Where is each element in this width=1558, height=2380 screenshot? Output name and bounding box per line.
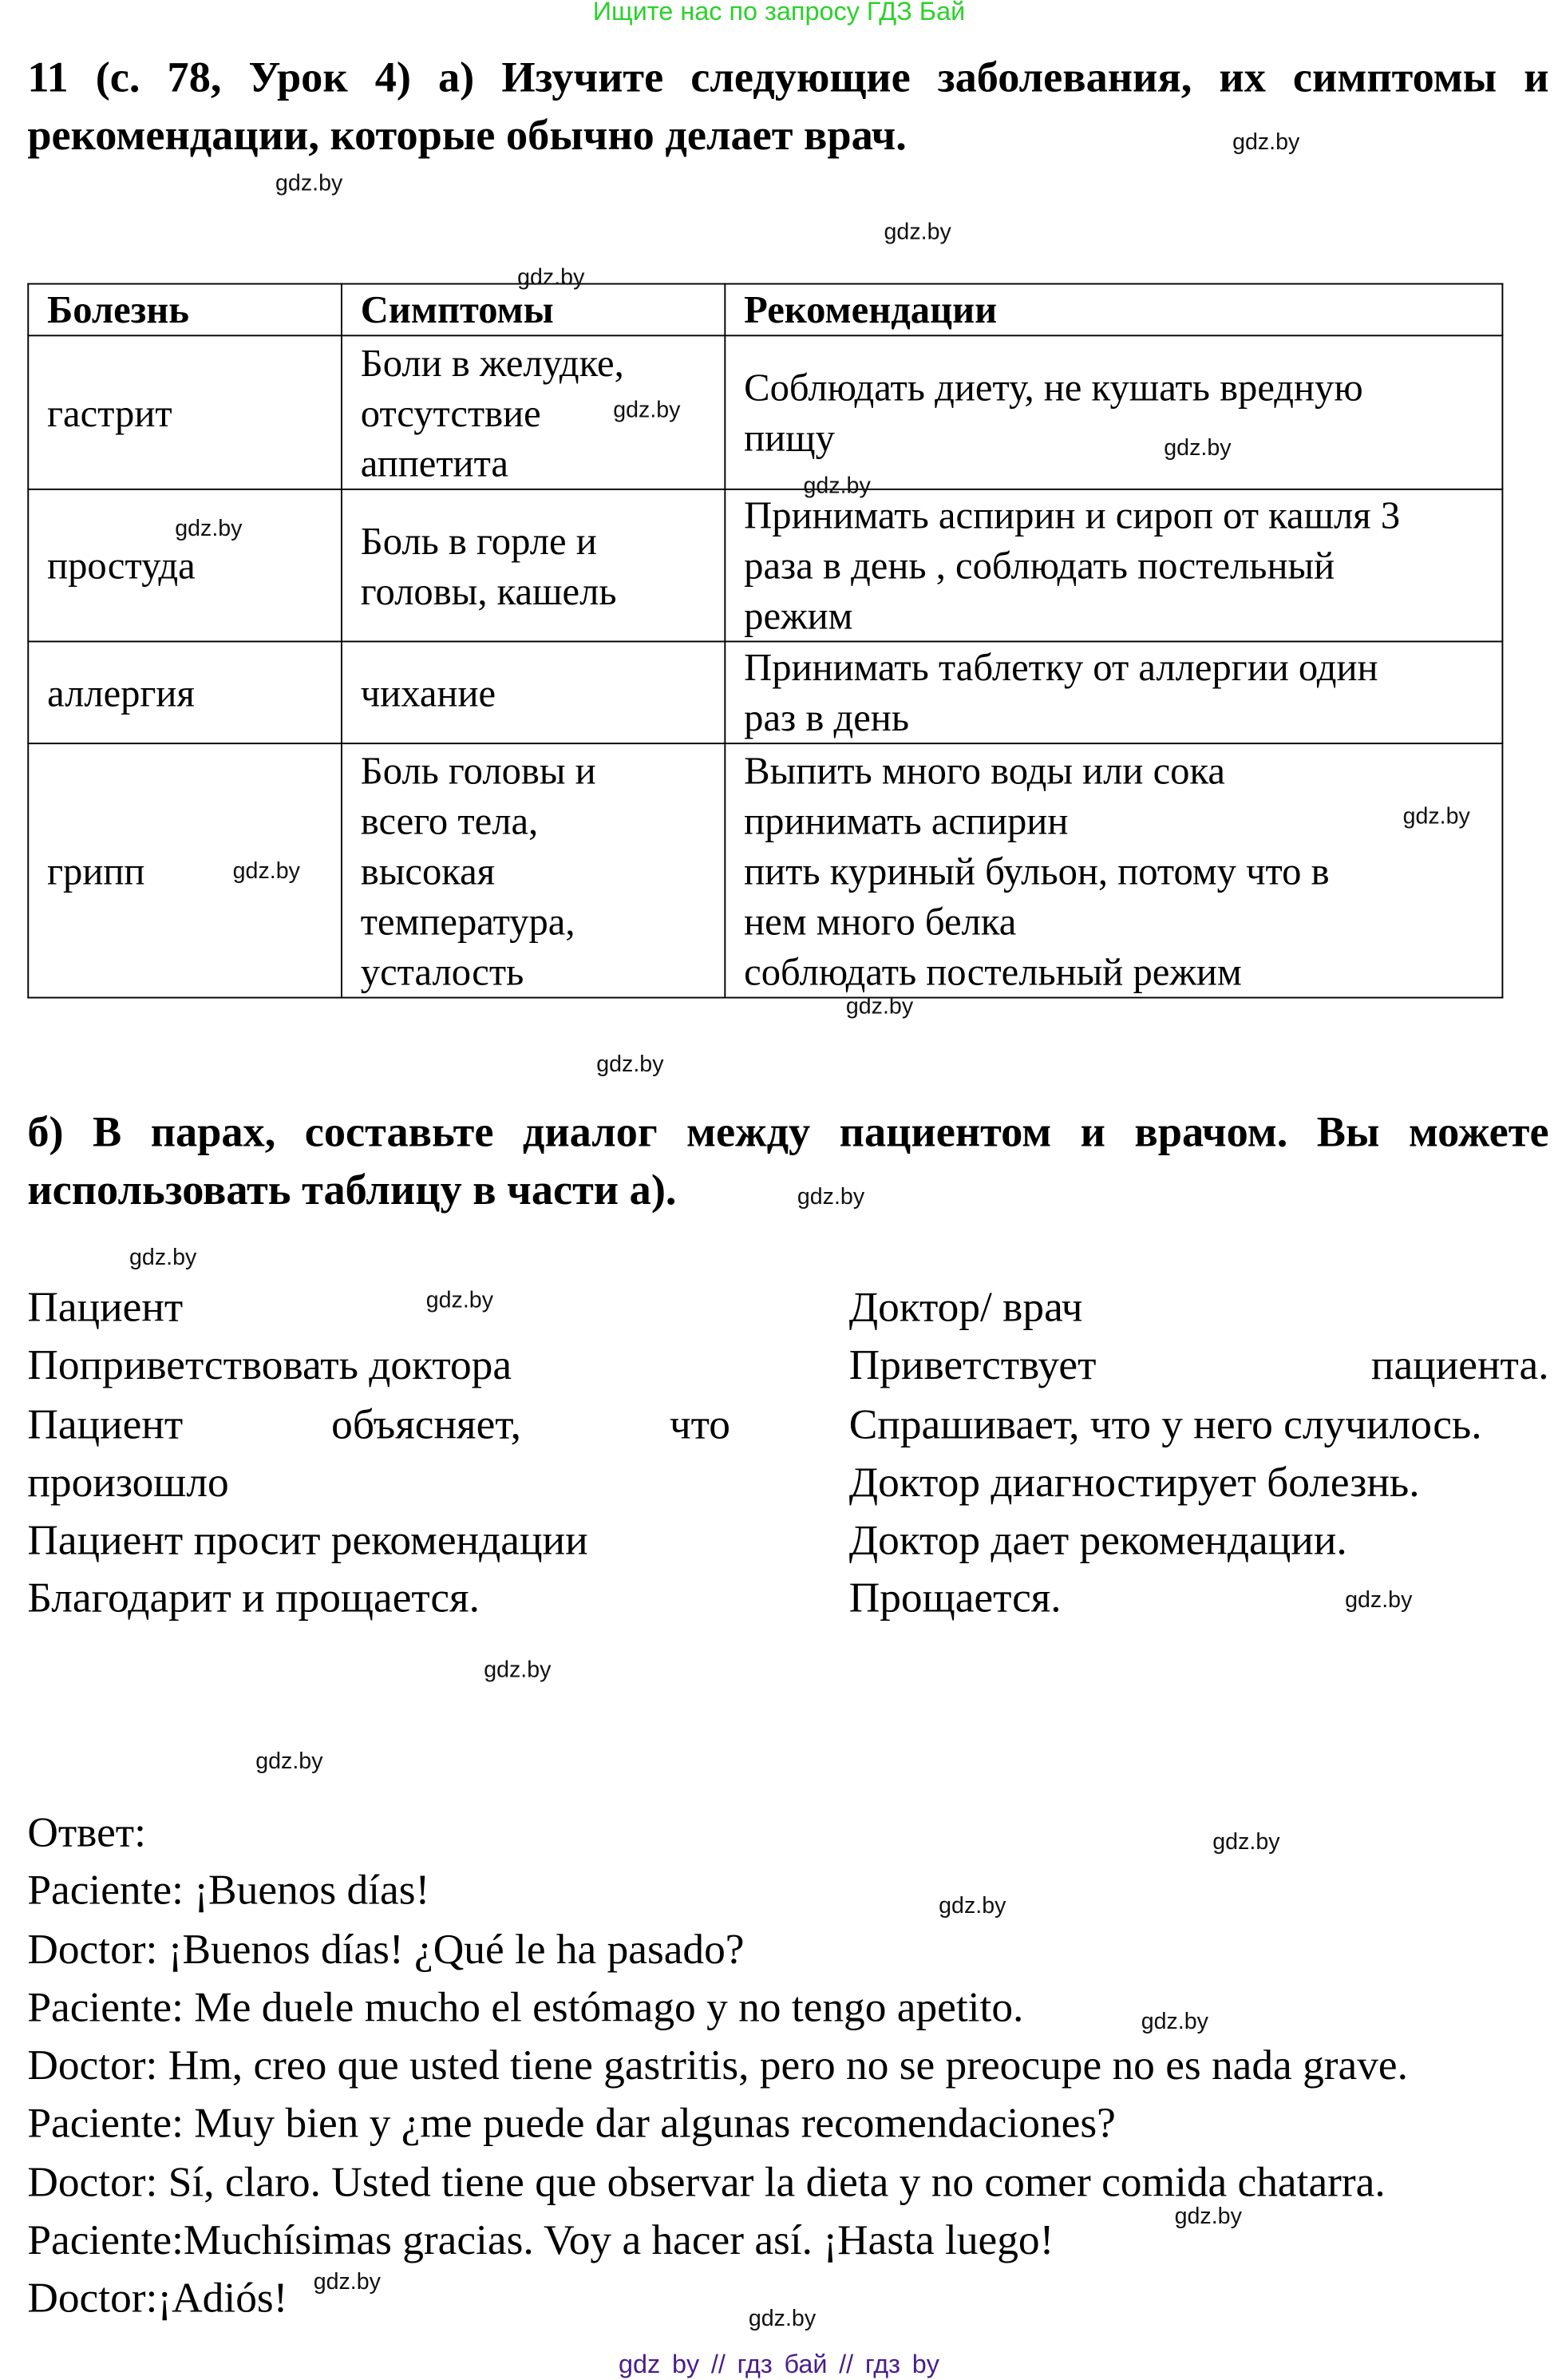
patient-line: произошло (27, 1459, 229, 1507)
answer-line: Doctor: Hm, creo que usted tiene gastritis, pero no se preocupe no es nada grave. (27, 2042, 1408, 2090)
answer-block (27, 1805, 1408, 2330)
task-b-heading: б) В парах, составьте диалог между пациентом и врачом. Вы можете использовать таблицу в части а). (27, 1109, 1549, 1215)
table-header-row (28, 284, 1502, 336)
symptoms-cell: Боль в горле и головы, кашель (342, 489, 725, 642)
answer-line: Doctor:¡Adiós! (27, 2275, 288, 2323)
doctor-line: Спрашивает, что у него случилось. (848, 1400, 1482, 1448)
watermark: gdz.by (613, 397, 681, 423)
watermark: gdz.by (884, 219, 951, 245)
table-row (28, 641, 1502, 743)
watermark: gdz.by (313, 2269, 381, 2295)
answer-line: Paciente: Me duele mucho el estómago y no tengo apetito. (27, 1984, 1024, 2032)
patient-line: Пациент просит рекомендации (27, 1517, 588, 1565)
recommendations-cell: Выпить много воды или сока принимать аспирин пить куриный бульон, потому что в нем много белка соблюдать постельный режим (725, 743, 1502, 997)
watermark: gdz.by (939, 1893, 1006, 1919)
disease-cell: простуда (28, 489, 342, 642)
symptoms-cell: Боли в желудке, отсутствие аппетита (342, 335, 725, 489)
header-disease: Болезнь (28, 284, 342, 336)
watermark: gdz.by (1232, 129, 1300, 156)
doctor-line: Доктор/ врач (848, 1284, 1083, 1332)
watermark: gdz.by (596, 1051, 664, 1078)
answer-line: Paciente:Muchísimas gracias. Voy a hacer así. ¡Hasta luego! (27, 2217, 1054, 2265)
symptoms-cell: Боль головы и всего тела, высокая температура, усталость (342, 743, 725, 997)
table-row (28, 489, 1502, 642)
answer-line: Paciente: ¡Buenos días! (27, 1867, 430, 1915)
footer-links[interactable]: gdz by // гдз бай // гдз by (619, 2350, 939, 2379)
patient-line: Поприветствовать доктора (27, 1342, 512, 1390)
task-a-heading: 11 (с. 78, Урок 4) а) Изучите следующие заболевания, их симптомы и рекомендации, которые обычно делает врач. (27, 54, 1549, 160)
search-banner[interactable]: Ищите нас по запросу ГДЗ Бай (592, 0, 966, 26)
watermark: gdz.by (1402, 803, 1470, 830)
watermark: gdz.by (517, 264, 585, 291)
watermark: gdz.by (1212, 1829, 1280, 1855)
watermark: gdz.by (175, 516, 243, 542)
diseases-table (27, 283, 1503, 999)
watermark: gdz.by (425, 1287, 494, 1314)
patient-line: Благодарит и прощается. (27, 1575, 480, 1623)
table-row (28, 335, 1502, 489)
patient-column (27, 1280, 730, 1630)
watermark: gdz.by (129, 1245, 197, 1271)
watermark: gdz.by (1141, 2009, 1208, 2035)
disease-cell: аллергия (28, 641, 342, 743)
watermark: gdz.by (748, 2305, 817, 2332)
header-recommendations: Рекомендации (725, 284, 1502, 336)
header-symptoms: Симптомы (342, 284, 725, 336)
recommendations-cell: Принимать аспирин и сироп от кашля 3 раза в день , соблюдать постельный режим (725, 489, 1502, 642)
watermark: gdz.by (1174, 2204, 1242, 2230)
answer-line: Doctor: ¡Buenos días! ¿Qué le ha pasado? (27, 1926, 745, 1974)
doctor-column (849, 1280, 1549, 1630)
answer-line: Doctor: Sí, claro. Usted tiene que observar la dieta y no comer comida chatarra. (27, 2159, 1386, 2207)
doctor-line: Приветствует пациента. (848, 1342, 1549, 1390)
answer-label: Ответ: (27, 1809, 146, 1857)
symptoms-cell: чихание (342, 641, 725, 743)
recommendations-cell: Соблюдать диету, не кушать вредную пищу (725, 335, 1502, 489)
doctor-line: Прощается. (848, 1575, 1062, 1623)
watermark: gdz.by (803, 473, 871, 500)
watermark: gdz.by (255, 1748, 323, 1775)
watermark: gdz.by (484, 1657, 552, 1684)
watermark: gdz.by (232, 858, 300, 885)
patient-line: Пациент объясняет, что (27, 1400, 730, 1448)
disease-cell: гастрит (28, 335, 342, 489)
recommendations-cell: Принимать таблетку от аллергии один раз в день (725, 641, 1502, 743)
watermark: gdz.by (1164, 435, 1232, 461)
doctor-line: Доктор диагностирует болезнь. (848, 1459, 1420, 1507)
watermark: gdz.by (797, 1184, 865, 1210)
watermark: gdz.by (1345, 1587, 1413, 1614)
disease-cell: грипп (28, 743, 342, 997)
doctor-line: Доктор дает рекомендации. (848, 1517, 1347, 1565)
watermark: gdz.by (275, 170, 343, 196)
patient-line: Пациент (27, 1284, 184, 1332)
answer-line: Paciente: Muy bien y ¿me puede dar algunas recomendaciones? (27, 2101, 1116, 2148)
watermark: gdz.by (845, 993, 914, 1020)
